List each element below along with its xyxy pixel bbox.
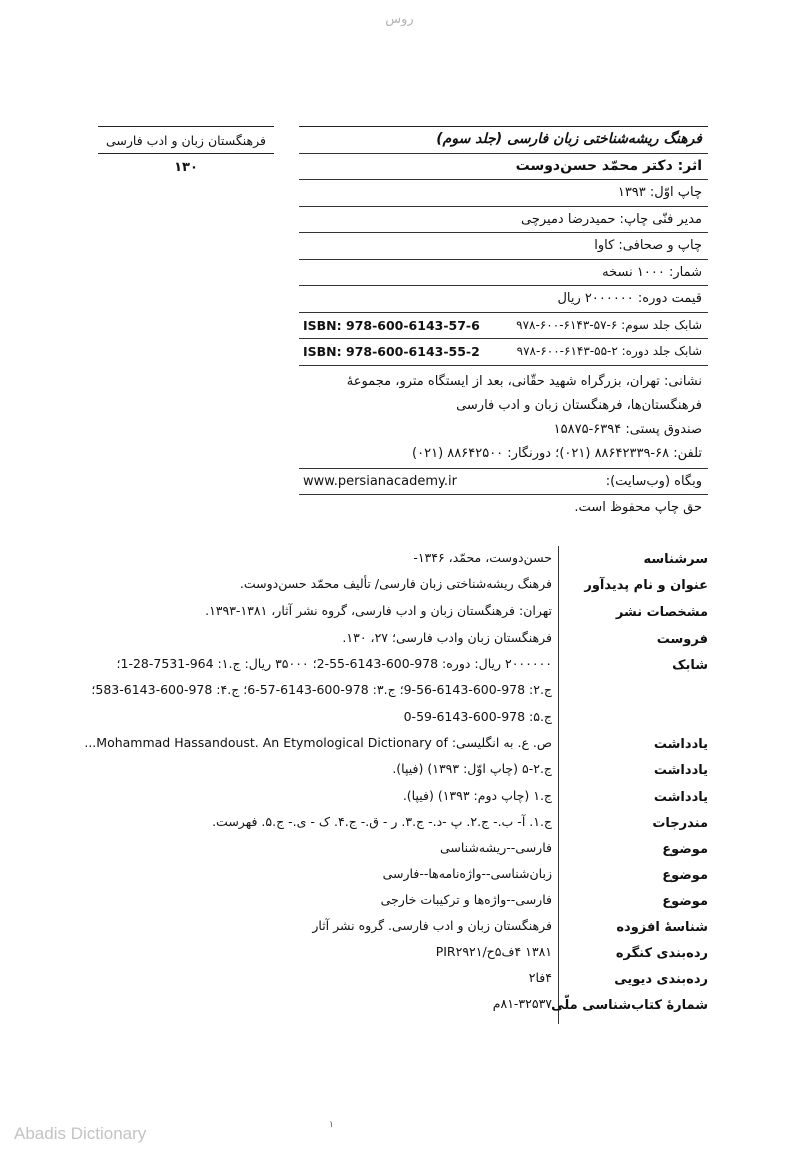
value-isbn-line2: ج.۲: 978-600-6143-56-9؛ ج.۳: 978-600-6143-57-6؛ ج.۴: 978-600-6143-583؛ <box>91 682 552 697</box>
copies: شمار: ۱۰۰۰ نسخه <box>299 260 708 287</box>
label-series: فروست <box>656 632 708 647</box>
value-note1: ص. ع. به انگلیسی: Mohammad Hassandoust. An Etymological Dictionary of... <box>84 735 552 750</box>
label-note3: یادداشت <box>653 790 708 805</box>
cip-table <box>84 546 708 1024</box>
label-dewey-class: رده‌بندی دیویی <box>614 972 708 987</box>
label-contents: مندرجات <box>652 816 708 831</box>
website-label: وبگاه (وب‌سایت): <box>605 473 702 489</box>
value-author: حسن‌دوست، محمّد، ۱۳۴۶- <box>413 550 552 565</box>
label-note1: یادداشت <box>653 737 708 752</box>
value-title: فرهنگ ریشه‌شناختی زبان فارسی/ تألیف محمّد حسن‌دوست. <box>239 576 552 591</box>
isbn-set-label: شابک جلد دوره: ۲-۵۵-۶۱۴۳-۶۰۰-۹۷۸ <box>516 344 702 358</box>
po-box: صندوق پستی: ۶۳۹۴-۱۵۸۷۵ <box>553 421 702 437</box>
label-subject2: موضوع <box>662 868 708 883</box>
value-note3: ج.۱ (چاپ دوم: ۱۳۹۳) (فیپا). <box>402 788 552 803</box>
label-lc-class: رده‌بندی کنگره <box>615 946 708 961</box>
value-dewey-class: ۴فا۲ <box>528 970 552 985</box>
isbn-vol3: ISBN: 978-600-6143-57-6 <box>303 317 480 333</box>
label-isbn: شابک <box>672 658 708 673</box>
book-title: فرهنگ ریشه‌شناختی زبان فارسی (جلد سوم) <box>299 126 708 154</box>
value-isbn-line1: ۲۰۰۰۰۰۰ ریال: دوره: 978-600-6143-55-2؛ ۳۵۰۰۰ ریال: ج.۱: 964-7531-28-1؛ <box>116 656 552 671</box>
series-number: ۱۳۰ <box>174 160 198 175</box>
label-subject1: موضوع <box>662 842 708 857</box>
value-contents: ج.۱. آ- ب.- ج.۲. پ -د.- ج.۳. ر - ق.- ج.۴. ک - ی.- ج.۵. فهرست. <box>212 814 552 829</box>
label-added-entry: شناسهٔ افزوده <box>616 920 708 935</box>
tech-manager: مدیر فنّی چاپ: حمیدرضا دمیرچی <box>299 207 708 234</box>
value-note2: ج.۲-۵ (چاپ اوّل: ۱۳۹۳) (فیپا). <box>392 761 552 776</box>
label-note2: یادداشت <box>653 763 708 778</box>
academy-name: فرهنگستان زبان و ادب فارسی <box>105 133 266 148</box>
book-info <box>299 126 708 515</box>
copyright: حق چاپ محفوظ است. <box>574 500 702 515</box>
value-national-bib: ۸۱-۳۲۵۳۷م <box>492 996 552 1011</box>
cip-divider <box>558 546 559 1024</box>
value-publication: تهران: فرهنگستان زبان و ادب فارسی، گروه نشر آثار، ۱۳۸۱-۱۳۹۳. <box>205 603 552 618</box>
academy-block <box>98 126 274 175</box>
label-title: عنوان و نام پدیدآور <box>584 578 708 593</box>
book-author: اثر: دکتر محمّد حسن‌دوست <box>299 154 708 181</box>
label-author: سرشناسه <box>643 552 708 567</box>
address-line1: نشانی: تهران، بزرگراه شهید حقّانی، بعد از ایستگاه مترو، مجموعهٔ <box>346 373 702 389</box>
isbn-set-row <box>299 339 708 366</box>
label-subject3: موضوع <box>662 894 708 909</box>
label-publication: مشخصات نشر <box>615 605 708 620</box>
value-added-entry: فرهنگستان زبان و ادب فارسی. گروه نشر آثار <box>312 918 552 933</box>
label-national-bib: شمارهٔ کتاب‌شناسی ملّی <box>551 998 708 1013</box>
watermark: Abadis Dictionary <box>14 1124 147 1143</box>
price: قیمت دوره: ۲۰۰۰۰۰۰ ریال <box>299 286 708 313</box>
phone-fax: تلفن: ۶۸-۸۸۶۴۲۳۳۹ (۰۲۱)؛ دورنگار: ۸۸۶۴۲۵۰۰ (۰۲۱) <box>412 445 702 461</box>
footer-mark: ۱ <box>329 1120 334 1130</box>
isbn-vol3-row <box>299 313 708 340</box>
value-subject3: فارسی--واژه‌ها و ترکیبات خارجی <box>380 892 552 907</box>
first-print: چاپ اوّل: ۱۳۹۳ <box>299 180 708 207</box>
website-link[interactable]: www.persianacademy.ir <box>303 473 457 489</box>
header-word: روس <box>385 12 414 27</box>
value-isbn-line3: ج.۵: 978-600-6143-59-0 <box>403 709 552 724</box>
value-subject2: زبان‌شناسی--واژه‌نامه‌ها--فارسی <box>382 866 552 881</box>
website-row <box>299 469 708 496</box>
address-line2: فرهنگستان‌ها، فرهنگستان زبان و ادب فارسی <box>456 397 702 413</box>
value-series: فرهنگستان زبان وادب فارسی؛ ۲۷، ۱۳۰. <box>342 630 552 645</box>
print-binding: چاپ و صحافی: کاوا <box>299 233 708 260</box>
value-lc-class: ۱۳۸۱ ۴ف۵ح/PIR۲۹۲۱ <box>435 944 552 959</box>
isbn-set: ISBN: 978-600-6143-55-2 <box>303 344 480 359</box>
value-subject1: فارسی--ریشه‌شناسی <box>439 840 552 855</box>
address-block <box>299 366 708 469</box>
isbn-vol3-label: شابک جلد سوم: ۶-۵۷-۶۱۴۳-۶۰۰-۹۷۸ <box>516 317 702 332</box>
